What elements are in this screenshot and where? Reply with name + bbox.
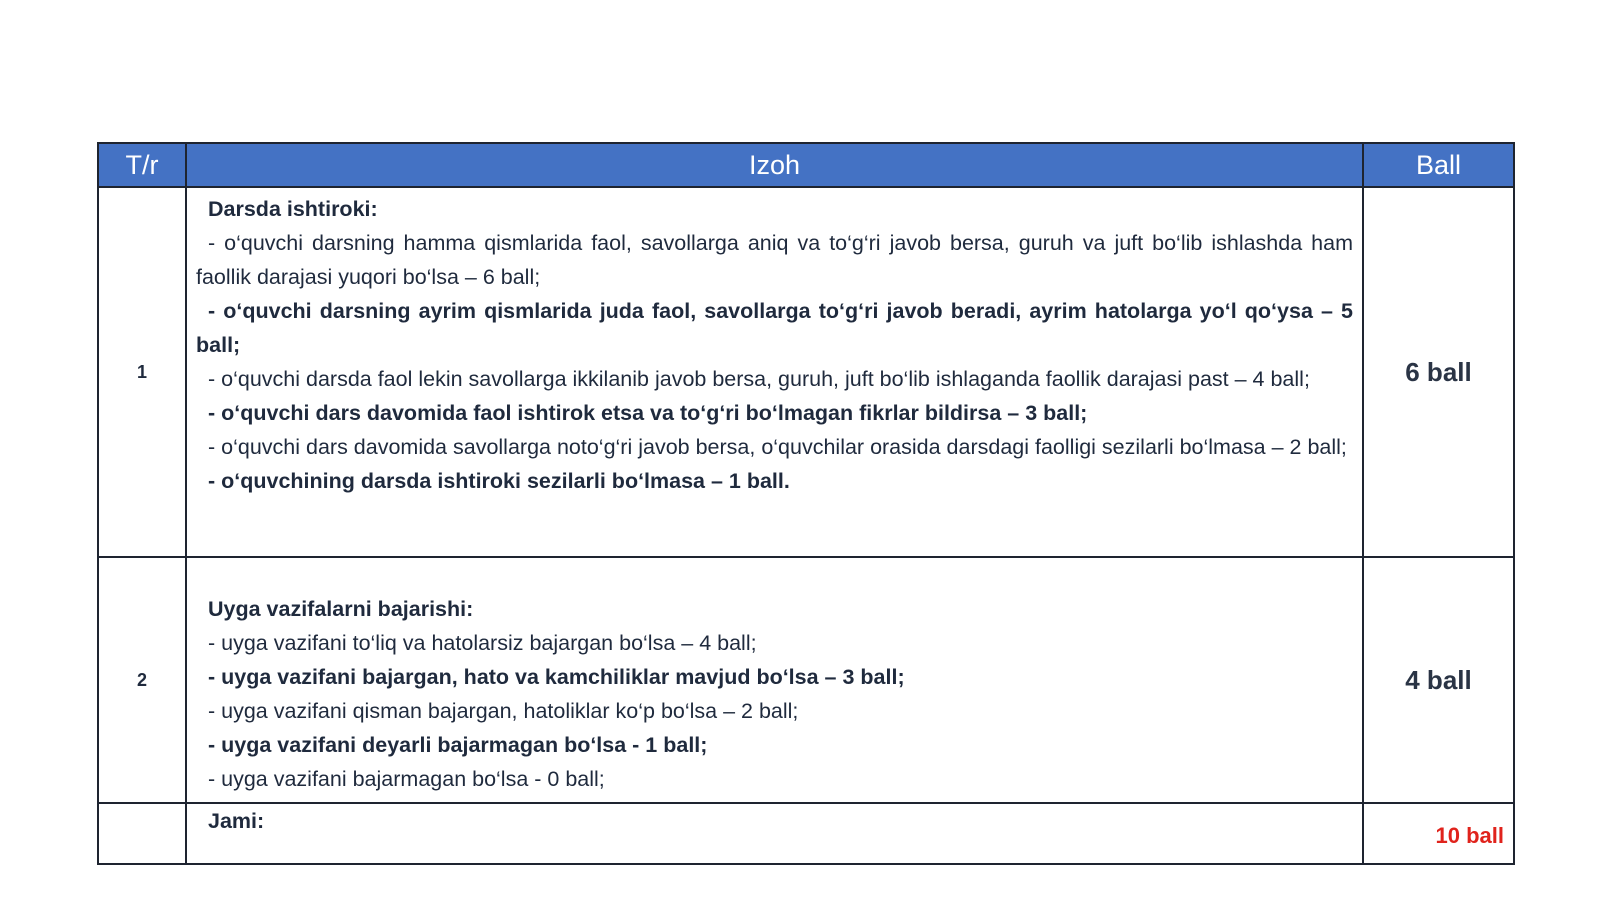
criteria-item: - o‘quvchi darsning hamma qismlarida faol, savollarga aniq va to‘g‘ri javob bersa, guruh va juft bo‘lib ishlashda ham faollik darajasi yuqori bo‘lsa – 6 ball;: [196, 231, 1353, 289]
criteria-item: - uyga vazifani deyarli bajarmagan bo‘lsa - 1 ball;: [208, 733, 708, 757]
total-label-cell: [186, 803, 1363, 864]
table-row: [98, 557, 1514, 803]
grading-table: [97, 142, 1515, 865]
row-number: 1: [98, 187, 186, 557]
criteria-item: - uyga vazifani to‘liq va hatolarsiz bajargan bo‘lsa – 4 ball;: [208, 631, 757, 655]
row-description: [186, 187, 1363, 557]
criteria-item: - o‘quvchi darsning ayrim qismlarida juda faol, savollarga to‘g‘ri javob beradi, ayrim hatolarga yo‘l qo‘ysa – 5 ball;: [196, 299, 1353, 357]
criteria-item: - o‘quvchi darsda faol lekin savollarga ikkilanib javob bersa, guruh, juft bo‘lib ishlaganda faollik darajasi past – 4 ball;: [208, 367, 1310, 391]
total-number-cell: [98, 803, 186, 864]
criteria-item: - uyga vazifani qisman bajargan, hatoliklar ko‘p bo‘lsa – 2 ball;: [208, 699, 799, 723]
criteria-item: - o‘quvchining darsda ishtiroki sezilarli bo‘lmasa – 1 ball.: [208, 469, 790, 493]
header-score: Ball: [1363, 143, 1514, 187]
table-row: [98, 187, 1514, 557]
row-score: 6 ball: [1363, 187, 1514, 557]
total-row: [98, 803, 1514, 864]
header-row: [98, 143, 1514, 187]
row-description: [186, 557, 1363, 803]
criteria-item: - o‘quvchi dars davomida faol ishtirok etsa va to‘g‘ri bo‘lmagan fikrlar bildirsa – 3 ball;: [208, 401, 1088, 425]
criteria-item: - uyga vazifani bajargan, hato va kamchiliklar mavjud bo‘lsa – 3 ball;: [208, 665, 905, 689]
row-number: 2: [98, 557, 186, 803]
header-number: T/r: [98, 143, 186, 187]
header-description: Izoh: [186, 143, 1363, 187]
total-score: 10 ball: [1363, 803, 1514, 864]
criteria-item: - o‘quvchi dars davomida savollarga noto‘g‘ri javob bersa, o‘quvchilar orasida darsdagi faolligi sezilarli bo‘lmasa – 2 ball;: [208, 435, 1347, 459]
row-score: 4 ball: [1363, 557, 1514, 803]
section-title: Darsda ishtiroki:: [208, 197, 378, 221]
section-title: Uyga vazifalarni bajarishi:: [208, 597, 474, 621]
criteria-item: - uyga vazifani bajarmagan bo‘lsa - 0 ball;: [208, 767, 605, 791]
total-label: Jami:: [208, 809, 265, 833]
